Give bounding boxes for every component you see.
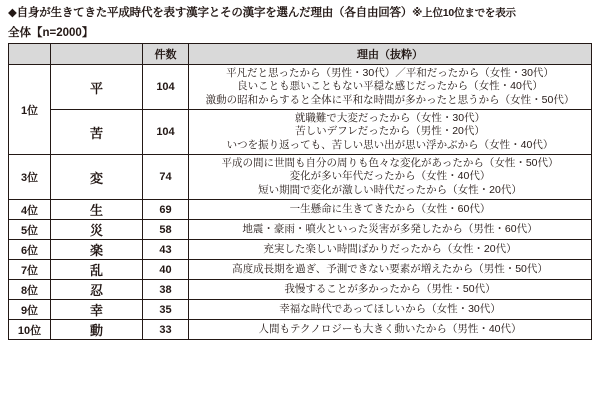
table-row bbox=[9, 300, 592, 320]
cell-reasons bbox=[189, 110, 592, 155]
reason-line: いつを振り返っても、苦しい思い出が思い浮かぶから（女性・40代） bbox=[226, 138, 554, 151]
cell-count: 38 bbox=[143, 280, 189, 300]
cell-reasons bbox=[189, 65, 592, 110]
reason-line: 地震・豪雨・噴火といった災害が多発したから（男性・60代） bbox=[242, 222, 538, 235]
cell-count: 69 bbox=[143, 200, 189, 220]
cell-rank: 9位 bbox=[9, 300, 51, 320]
cell-reasons bbox=[189, 280, 592, 300]
cell-rank: 7位 bbox=[9, 260, 51, 280]
table-body bbox=[9, 65, 592, 340]
cell-count: 104 bbox=[143, 110, 189, 155]
reason-line: 一生懸命に生きてきたから（女性・60代） bbox=[289, 202, 491, 215]
cell-kanji: 幸 bbox=[51, 300, 143, 320]
column-header-rank bbox=[9, 44, 51, 65]
table-row bbox=[9, 65, 592, 110]
cell-rank: 4位 bbox=[9, 200, 51, 220]
cell-reasons bbox=[189, 200, 592, 220]
cell-kanji: 災 bbox=[51, 220, 143, 240]
table-row bbox=[9, 320, 592, 340]
cell-reasons bbox=[189, 220, 592, 240]
reason-line: 高度成長期を過ぎ、予測できない要素が増えたから（男性・50代） bbox=[232, 262, 548, 275]
table-header bbox=[9, 44, 592, 65]
table-row bbox=[9, 280, 592, 300]
reason-line: 激動の昭和からすると全体に平和な時間が多かったと思うから（女性・50代） bbox=[205, 93, 575, 106]
table-row bbox=[9, 110, 592, 155]
column-header-count: 件数 bbox=[143, 44, 189, 65]
table-row bbox=[9, 260, 592, 280]
cell-count: 74 bbox=[143, 155, 189, 200]
table-row bbox=[9, 200, 592, 220]
sample-size-label: 全体【n=2000】 bbox=[8, 27, 94, 39]
cell-kanji: 楽 bbox=[51, 240, 143, 260]
cell-count: 58 bbox=[143, 220, 189, 240]
cell-reasons bbox=[189, 155, 592, 200]
cell-rank: 3位 bbox=[9, 155, 51, 200]
cell-kanji: 苦 bbox=[51, 110, 143, 155]
reason-line: 平凡だと思ったから（男性・30代）／平和だったから（女性・30代） bbox=[226, 66, 554, 79]
reason-line: 我慢することが多かったから（男性・50代） bbox=[284, 282, 496, 295]
reason-line: 人間もテクノロジーも大きく動いたから（男性・40代） bbox=[258, 322, 522, 335]
cell-count: 33 bbox=[143, 320, 189, 340]
reason-line: 就職難で大変だったから（女性・30代） bbox=[294, 111, 486, 124]
cell-count: 43 bbox=[143, 240, 189, 260]
column-header-reason: 理由（抜粋） bbox=[189, 44, 592, 65]
column-header-kanji bbox=[51, 44, 143, 65]
table-row bbox=[9, 155, 592, 200]
table-row bbox=[9, 240, 592, 260]
cell-reasons bbox=[189, 320, 592, 340]
cell-rank: 1位 bbox=[9, 65, 51, 155]
cell-reasons bbox=[189, 300, 592, 320]
reason-line: 充実した楽しい時間ばかりだったから（女性・20代） bbox=[263, 242, 517, 255]
table-header-row bbox=[9, 44, 592, 65]
cell-kanji: 忍 bbox=[51, 280, 143, 300]
reason-line: 平成の間に世間も自分の周りも色々な変化があったから（女性・50代） bbox=[221, 156, 559, 169]
cell-count: 104 bbox=[143, 65, 189, 110]
reason-line: 良いことも悪いこともない平穏な感じだったから（女性・40代） bbox=[237, 80, 543, 93]
ranking-table bbox=[8, 43, 592, 340]
cell-reasons bbox=[189, 240, 592, 260]
cell-reasons bbox=[189, 260, 592, 280]
reason-line: 幸福な時代であってほしいから（女性・30代） bbox=[279, 302, 501, 315]
page-title bbox=[8, 6, 592, 20]
cell-kanji: 変 bbox=[51, 155, 143, 200]
reason-line: 苦しいデフレだったから（男性・20代） bbox=[295, 125, 485, 138]
cell-rank: 6位 bbox=[9, 240, 51, 260]
table-row bbox=[9, 220, 592, 240]
cell-count: 40 bbox=[143, 260, 189, 280]
cell-kanji: 平 bbox=[51, 65, 143, 110]
cell-kanji: 乱 bbox=[51, 260, 143, 280]
page-title-text: ◆自身が生きてきた平成時代を表す漢字とその漢字を選んだ理由（各自由回答） bbox=[8, 7, 413, 19]
reason-line: 短い期間で変化が激しい時代だったから（女性・20代） bbox=[258, 183, 522, 196]
cell-kanji: 動 bbox=[51, 320, 143, 340]
cell-kanji: 生 bbox=[51, 200, 143, 220]
reason-line: 変化が多い年代だったから（女性・40代） bbox=[289, 170, 491, 183]
cell-rank: 5位 bbox=[9, 220, 51, 240]
cell-count: 35 bbox=[143, 300, 189, 320]
cell-rank: 10位 bbox=[9, 320, 51, 340]
cell-rank: 8位 bbox=[9, 280, 51, 300]
page-title-note: ※上位10位までを表示 bbox=[412, 7, 516, 19]
